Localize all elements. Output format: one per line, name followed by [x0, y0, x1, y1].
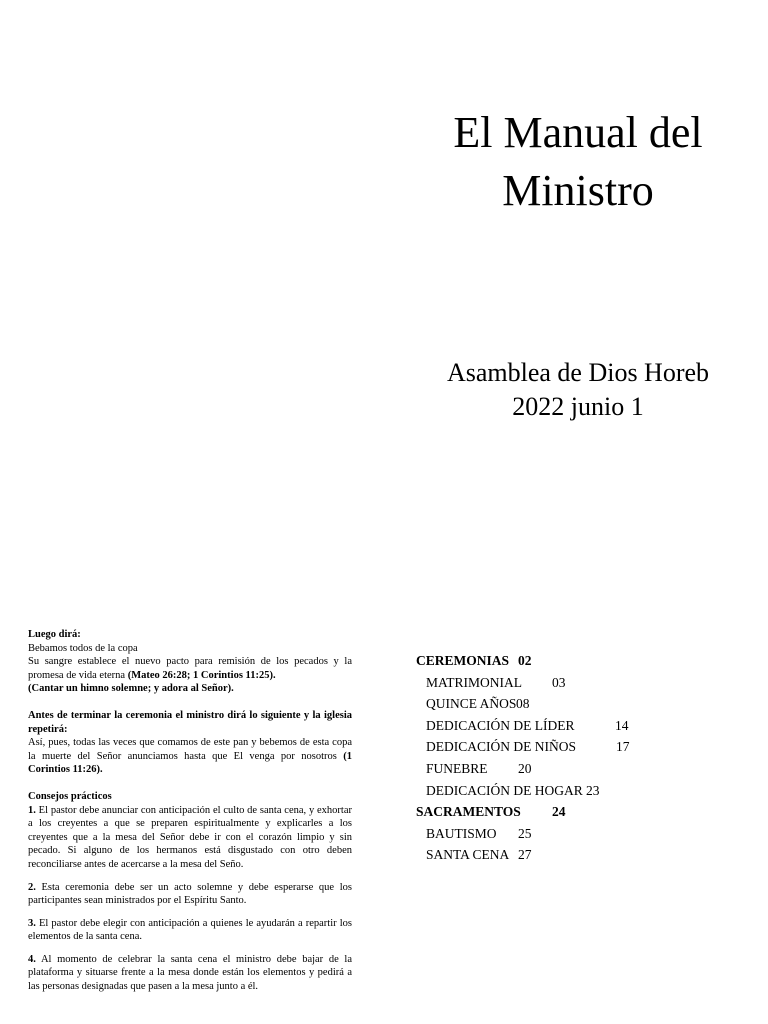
toc-entry-dedicacion-lider: [416, 715, 746, 737]
tip-number: 3.: [28, 917, 36, 929]
toc-page: 24: [552, 804, 566, 820]
toc-entry-dedicacion-hogar: [416, 780, 746, 802]
tip-3: [28, 917, 352, 944]
luego-heading: Luego dirá:: [28, 629, 81, 640]
toc-page: 20: [518, 760, 532, 776]
document-date: 2022 junio 1: [512, 392, 644, 421]
toc-label: DEDICACIÓN DE LÍDER: [426, 717, 575, 733]
church-name: Asamblea de Dios Horeb: [446, 358, 710, 387]
tip-text: Esta ceremonia debe ser un acto solemne y debe esperarse que los participantes sean ministrados por el Espíritu Santo.: [28, 881, 352, 907]
tip-1: [28, 804, 352, 872]
toc-page: 25: [518, 825, 532, 841]
toc-entry-quince-anos: [416, 693, 746, 715]
toc-page: 23: [586, 782, 600, 798]
luego-instruction: (Cantar un himno solemne; y adora al Señor).: [28, 683, 234, 695]
toc-label: FUNEBRE: [426, 760, 488, 776]
tip-number: 2.: [28, 881, 36, 893]
tip-text: Al momento de celebrar la santa cena el ministro debe bajar de la plataforma y situarse frente a la mesa donde están los elementos y pedirá a las personas designadas que pasen a la mesa junto a él.: [28, 953, 352, 993]
toc-label: MATRIMONIAL: [426, 674, 522, 690]
tip-number: 4.: [28, 953, 36, 965]
tip-2: [28, 881, 352, 908]
toc-label: CEREMONIAS: [416, 653, 510, 668]
toc-section-sacramentos: [416, 801, 746, 823]
title-line-1: El Manual del: [453, 108, 703, 157]
toc-label: DEDICACIÓN DE HOGAR: [426, 782, 583, 798]
tip-number: 1.: [28, 804, 36, 816]
toc-page: 17: [616, 739, 630, 755]
toc-page: 02: [518, 653, 532, 668]
toc-page: 27: [518, 847, 532, 863]
toc-entry-santa-cena: [416, 844, 746, 866]
toc-page: 03: [552, 674, 566, 690]
tip-4: [28, 953, 352, 994]
antes-heading: Antes de terminar la ceremonia el ministro dirá lo siguiente y la iglesia repetirá:: [28, 709, 352, 735]
table-of-contents: [416, 650, 746, 866]
toc-label: DEDICACIÓN DE NIÑOS: [426, 739, 576, 755]
toc-section-ceremonias: [416, 650, 746, 672]
antes-paragraph: [28, 736, 352, 777]
tip-text: El pastor debe anunciar con anticipación el culto de santa cena, y exhortar a los creyentes a que se preparen espiritualmente y explicarles a los creyentes que a la mesa del Señor debe ir con el corazón limpio y sin pecado. Si alguno de los hermanos está disgustado con otro deben reconciliarse antes de acercarse a la mesa del Seño.: [28, 804, 352, 870]
tip-text: El pastor debe elegir con anticipación a quienes le ayudarán a repartir los elementos de la santa cena.: [28, 917, 352, 943]
toc-entry-funebre: [416, 758, 746, 780]
toc-entry-matrimonial: [416, 672, 746, 694]
toc-entry-bautismo: [416, 823, 746, 845]
document-subtitle: [420, 356, 736, 424]
toc-label: SANTA CENA: [426, 847, 510, 863]
luego-line-1: Bebamos todos de la copa: [28, 642, 138, 654]
antes-scripture-ref: (1 Corintios 11:26).: [28, 750, 352, 776]
antes-text: Así, pues, todas las veces que comamos de este pan y bebemos de esta copa la muerte del Señor anunciamos hasta que El venga por nosotros: [28, 737, 352, 762]
toc-page: 08: [516, 696, 530, 712]
title-line-2: Ministro: [502, 166, 654, 215]
luego-scripture-ref: (Mateo 26:28; 1 Corintios 11:25).: [127, 669, 276, 681]
toc-page: 14: [615, 717, 629, 733]
document-title: [420, 104, 736, 220]
luego-line-2: Su sangre establece el nuevo pacto para remisión de los pecados y la promesa de vida eterna: [28, 656, 352, 681]
consejos-heading: Consejos prácticos: [28, 790, 112, 802]
toc-label: QUINCE AÑOS: [426, 696, 517, 712]
toc-entry-dedicacion-ninos: [416, 736, 746, 758]
toc-label: SACRAMENTOS: [416, 804, 521, 820]
luego-paragraph: [28, 655, 352, 682]
toc-label: BAUTISMO: [426, 825, 497, 841]
santa-cena-excerpt: [28, 628, 352, 994]
